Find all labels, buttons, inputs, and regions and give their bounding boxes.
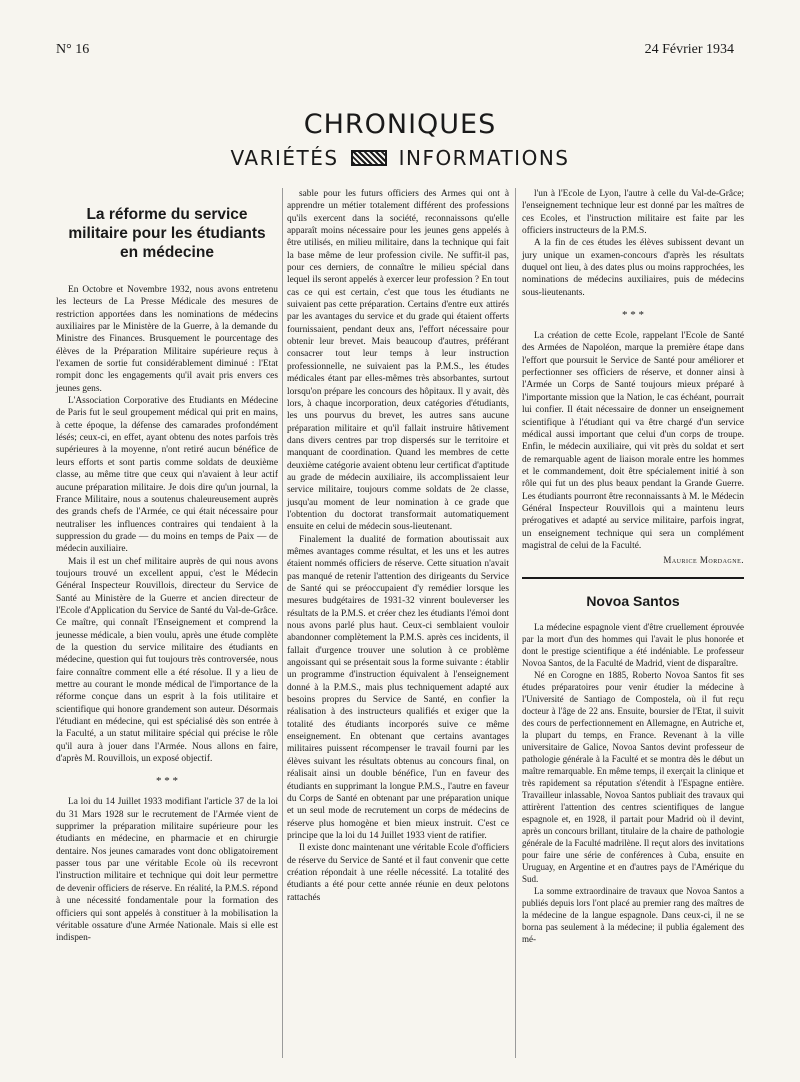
author-signature: Maurice Mordagne. bbox=[663, 555, 744, 566]
issue-date: 24 Février 1934 bbox=[644, 42, 734, 57]
paragraph: l'un à l'Ecole de Lyon, l'autre à celle du Val-de-Grâce; l'enseignement technique leur est donné par les maîtres de ces Ecoles, et l'instruction militaire est faite par les officiers instructeurs de la P.M.S. bbox=[522, 189, 744, 237]
paragraph: La création de cette Ecole, rappelant l'Ecole de Santé des Armées de Napoléon, marque la première étape dans l'effort que poursuit le Service de Santé pour améliorer et perfectionner ses officiers de réserve, et donner ainsi à l'Armée un Corps de Santé toujours mieux préparé à l'importante mission que la Nation, le cas échéant, pourrait lui confier. Il était nécessaire de donner un enseignement scientifique à l'étudiant qui va être chargé d'un service médical aussi important que celui d'un corps de troupe. Enfin, le médecin auxiliaire, qui vit près du soldat et sert de remarquable agent de liaison morale entre les hommes et le commandement, doit être spécialement initié à son rôle qui fut un des plus beaux pendant la Grande Guerre. Les étudiants pourront être reconnaissants à M. le Médecin Général Inspecteur Rouvillois qui a maintenu leurs prérogatives et adapté au service militaire, parfois ingrat, un enseignement technique qui sera un complément magistral de celui de la Faculté. bbox=[522, 331, 744, 551]
article-title: La réforme du service militaire pour les étudiants en médecine bbox=[68, 206, 266, 261]
column-1 bbox=[56, 205, 278, 945]
paragraph: La somme extraordinaire de travaux que Novoa Santos a publiés depuis lors l'ont placé au premier rang des maîtres de la médecine de la langue espagnole. Dans ceux-ci, il ne se borna pas seulement à la médecine; il publia également des mé- bbox=[522, 885, 744, 944]
page-number: N° 16 bbox=[56, 42, 90, 57]
ornament-icon bbox=[351, 150, 387, 166]
column-3 bbox=[522, 188, 744, 945]
paragraph: En Octobre et Novembre 1932, nous avons entretenu les lecteurs de La Presse Médicale des mesures de restriction apportées dans les nominations de médecins auxiliaires par le Ministère de la Guerre, à la demande du Ministre des Finances. Brusquement le pourcentage des élèves de la Préparation Militaire supérieure reçus à l'examen de sortie fut considérablement diminué : l'Etat rompit donc les engagements qu'il avait pris envers ces jeunes gens. bbox=[56, 285, 278, 394]
paragraph: Finalement la dualité de formation aboutissait aux mêmes avantages comme résultat, et les uns et les autres étaient nommés officiers de réserve. Cette situation n'avait pas manqué de retenir l'attention des dirigeants du Service de Santé qui se préoccupaient d'y remédier lorsque les mesures budgétaires de 1931-32 vinrent bouleverser les résultats de la P.M.S. et créer chez les étudiants l'émoi dont nous avons parlé plus haut. Ceux-ci semblaient vouloir abandonner complètement la P.M.S. après ces incidents, il fallait d'urgence trouver une solution à ce problème angoissant qui se présentait sous la forme suivante : établir un programme d'instruction équivalent à l'enseignement donné à la P.M.S., mais plus techniquement adapté aux besoins propres du Service de Santé, en confier la réalisation à des instructeurs qualifiés et exiger que la totalité des étudiants incorporés suive ce même enseignement. En obtenant que certains avantages militaires puissent récompenser le travail fourni par les élèves suivant les résultats obtenus au concours final, on réalisait ainsi un double bénéfice, l'un en faveur des étudiants en supprimant la longue P.M.S., l'autre en faveur du Corps de Santé en obtenant par une préparation unique et un seul mode de recrutement un corps de médecins de réserve plus homogène et bien mieux instruit. C'est ce principe que la loi du 14 Juillet 1933 vient de ratifier. bbox=[287, 534, 509, 841]
paragraph: La médecine espagnole vient d'être cruellement éprouvée par la mort d'un des hommes qui l'avait le plus honorée et dont le prestige scientifique a été indéniable. Le professeur Novoa Santos, de la Faculté de Madrid, vient de disparaître. bbox=[522, 621, 744, 668]
article-title: Novoa Santos bbox=[586, 592, 680, 609]
column-rule bbox=[515, 188, 516, 1058]
section-stars: * * * bbox=[156, 775, 178, 788]
masthead-right: INFORMATIONS bbox=[398, 146, 570, 170]
paragraph: Il existe donc maintenant une véritable Ecole d'officiers de réserve du Service de Santé et il faut convenir que cette création répondait à une réelle nécessité. La totalité des étudiants a été pour cette année réunie en deux pelotons rattachés bbox=[287, 843, 509, 903]
section-stars: * * * bbox=[622, 309, 644, 322]
paragraph: Né en Corogne en 1885, Roberto Novoa Santos fit ses études préparatoires pour venir étudier la médecine à l'Université de Santiago de Compostela, où il fut reçu docteur à l'âge de 22 ans. Ensuite, boursier de l'Etat, il suivit des cours de perfectionnement en Allemagne, en Autriche et, la plupart du temps, en France. Revenant à la ville universitaire de Galice, Novoa Santos devint professeur de pathologie générale à la Faculté et se montra dès le début un maître remarquable. En même temps, il exerçait la clinique et très rapidement sa réputation s'étendit à l'Espagne entière. Travailleur inlassable, Novoa Santos publiait des travaux qui attirèrent l'attention des centres scientifiques de langue espagnole et, en 1928, il partait pour Madrid où il devint, après un concours brillant, titulaire de la chaire de pathologie générale de la Faculté madrilène. Il reçut alors des invitations pour faire une série de conférences à Cuba, ensuite en Uruguay, en Argentine et en d'autres pays de l'Amérique du Sud. bbox=[522, 669, 744, 884]
section-divider bbox=[522, 577, 744, 579]
paragraph: L'Association Corporative des Etudiants en Médecine de Paris fut le seul groupement médical qui prit en mains, à cette époque, la défense des camarades profondément lésés; ceux-ci, en effet, ayant obtenu des notes parfois très supérieures à la moyenne, n'ont retiré aucun bénéfice de leurs efforts et sont partis comme soldats de deuxième classe, au même titre que ceux qui n'avaient à leur actif aucune préparation militaire. Je dois dire qu'un journal, la France Militaire, nous a soutenus chaleureusement auprès des grands chefs de l'Armée, ce qui était nécessaire pour neutraliser les influences contraires qui tendaient à la suppression du grade — du moins en temps de Paix — de médecin auxiliaire. bbox=[56, 396, 278, 555]
masthead bbox=[0, 108, 800, 172]
paragraph: La loi du 14 Juillet 1933 modifiant l'article 37 de la loi du 31 Mars 1928 sur le recrutement de l'Armée vient de supprimer la préparation militaire supérieure pour les étudiants en médecine, en pharmacie et en chirurgie dentaire. Nos jeunes camarades vont donc obligatoirement passer tous par une véritable Ecole où ils recevront l'instruction militaire et technique qui doit leur permettre de devenir officiers de réserve. En réalité, la P.M.S. répond à une nécessité fondamentale pour la formation des officiers qui sont appelés à constituer à la mobilisation la véritable ossature d'une Armée Nationale. Mais si elle est indispen- bbox=[56, 797, 278, 944]
masthead-subtitle bbox=[0, 144, 800, 172]
paragraph: Mais il est un chef militaire auprès de qui nous avons toujours trouvé un excellent appui, c'est le Médecin Général Inspecteur Rouvillois, directeur du Service de Santé au Ministère de la Guerre et ancien directeur de l'Ecole d'Application du Service de Santé du Val-de-Grâce. Ce maître, qui connaît l'Enseignement et comprend la jeunesse médicale, a bien voulu, après une étude complète de la question du service militaire des étudiants en médecine, question qui fut toujours très controversée, nous faire connaître comment elle a été résolue. Il y a lieu de mettre au courant le monde médical de l'importance de la réforme conçue dans un esprit à la fois utilitaire et scientifique qui honore grandement son auteur. Désormais l'étudiant en médecine, qui est spécialisé dès son entrée à la Faculté, a un statut militaire spécial qui précise le rôle qu'il aura à jouer dans l'Armée. Nous allons en faire, d'après M. Rouvillois, un exposé objectif. bbox=[56, 556, 278, 765]
paragraph: A la fin de ces études les élèves subissent devant un jury unique un examen-concours d'après les résultats duquel ont lieu, à des dates plus ou moins rapprochées, les nominations de médecins auxiliaires, puis de médecins sous-lieutenants. bbox=[522, 238, 744, 298]
paragraph: sable pour les futurs officiers des Armes qui ont à apprendre un métier totalement différent des professions qu'ils exercent dans la société, reconnaissons qu'elle apparaît moins nécessaire pour les jeunes gens appelés à être utilisés, en milieu militaire, dans la technique qui fait la base même de leur profession civile. Ne suffit-il pas, pour ces derniers, de connaître le milieu spécial dans lequel ils seront appelés à exercer leur profession ? En tout cas ce qui est certain, c'est que tous les étudiants ne suivaient pas cette préparation. Certains d'entre eux attirés par les avantages du service et du grade qui étaient offerts fournissaient, pendant deux ans, l'effort nécessaire pour obtenir leur brevet. Mais beaucoup d'autres, préférant consacrer tout leur temps à leur instruction professionnelle, ne suivaient pas la P.M.S., les études médicales étant par elles-mêmes très absorbantes, surtout lorsqu'on prépare les concours des hôpitaux. Il y avait, dès lors, à chaque incorporation, deux catégories d'étudiants, les uns pourvus du brevet, les autres sans aucune préparation militaire et qu'il fallait instruire hâtivement dans divers centres par trop dispersés sur le territoire et manquant de coordination. Quand les membres de cette deuxième catégorie avaient obtenu leur certificat d'aptitude au grade de médecin auxiliaire, ils accomplissaient leur service militaire, toujours comme soldats de 2e classe, jusqu'au moment de leur nomination à ce grade que l'obtention du doctorat transformait automatiquement ensuite en celui de médecin sous-lieutenant. bbox=[287, 189, 509, 533]
column-2 bbox=[287, 188, 509, 904]
masthead-title: CHRONIQUES bbox=[303, 109, 497, 140]
masthead-left: VARIÉTÉS bbox=[230, 146, 339, 170]
running-head bbox=[56, 42, 734, 62]
column-rule bbox=[282, 188, 283, 1058]
